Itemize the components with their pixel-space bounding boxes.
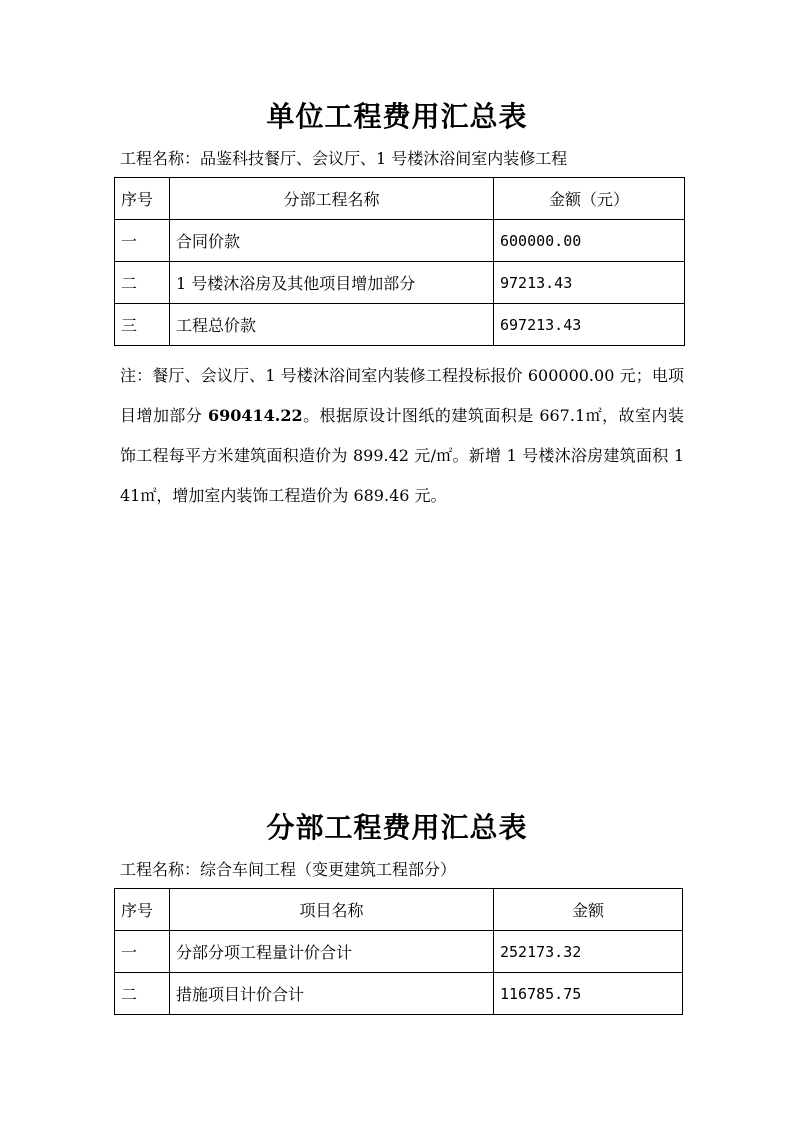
- header-amount: 金额: [494, 889, 683, 931]
- row-name: 1 号楼沐浴房及其他项目增加部分: [170, 262, 494, 304]
- project-label: 工程名称：: [120, 149, 201, 168]
- table-row: [115, 262, 685, 304]
- row-no: 一: [115, 931, 170, 973]
- unit-summary-section: [0, 95, 794, 516]
- table-row: [115, 973, 683, 1015]
- table-row: [115, 220, 685, 262]
- table-row: [115, 931, 683, 973]
- project-name: 综合车间工程（变更建筑工程部分）: [200, 860, 457, 879]
- header-no: 序号: [115, 889, 170, 931]
- division-summary-table: [114, 888, 683, 1015]
- note-text-part1: 注：餐厅、会议厅、1 号楼沐浴间室内装修工程投标报价 600000.00 元；电项目增加部分: [120, 366, 684, 425]
- row-amount: 600000.00: [494, 220, 685, 262]
- row-amount: 97213.43: [494, 262, 685, 304]
- header-name: 分部工程名称: [170, 178, 494, 220]
- row-amount: 116785.75: [494, 973, 683, 1015]
- note-bold-value: 690414.22: [207, 406, 303, 425]
- row-name: 分部分项工程量计价合计: [170, 931, 494, 973]
- row-amount: 697213.43: [494, 304, 685, 346]
- row-no: 一: [115, 220, 170, 262]
- header-no: 序号: [115, 178, 170, 220]
- header-amount: 金额（元）: [494, 178, 685, 220]
- unit-project-line: [120, 147, 794, 171]
- table-header-row: [115, 178, 685, 220]
- division-summary-title: 分部工程费用汇总表: [266, 811, 528, 844]
- project-label: 工程名称：: [120, 860, 201, 879]
- row-amount: 252173.32: [494, 931, 683, 973]
- unit-summary-table: [114, 177, 685, 346]
- note-paragraph: [120, 356, 684, 516]
- header-name: 项目名称: [170, 889, 494, 931]
- row-no: 二: [115, 262, 170, 304]
- table-header-row: [115, 889, 683, 931]
- note-text-part2: 。根据原设计图纸的建筑面积是 667.1㎡，故室内装饰工程每平方米建筑面积造价为 899.42 元/㎡。新增 1 号楼沐浴房建筑面积 141㎡，增加室内装饰工程造价为 689.46 元。: [120, 406, 684, 505]
- row-name: 工程总价款: [170, 304, 494, 346]
- division-summary-section: [0, 806, 794, 1015]
- row-name: 合同价款: [170, 220, 494, 262]
- row-no: 三: [115, 304, 170, 346]
- row-no: 二: [115, 973, 170, 1015]
- unit-summary-title: 单位工程费用汇总表: [266, 100, 528, 133]
- table-row: [115, 304, 685, 346]
- division-project-line: [120, 858, 794, 882]
- row-name: 措施项目计价合计: [170, 973, 494, 1015]
- project-name: 品鉴科技餐厅、会议厅、1 号楼沐浴间室内装修工程: [200, 149, 568, 168]
